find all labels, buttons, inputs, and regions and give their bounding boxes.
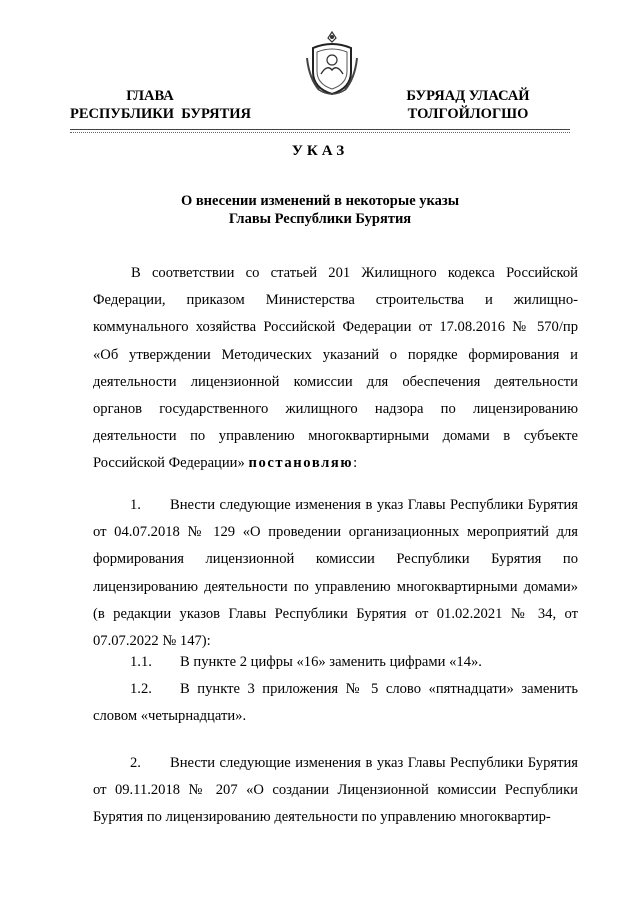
document-title-line2: Главы Республики Бурятия xyxy=(228,211,412,227)
item-number: 1.1. xyxy=(130,654,152,670)
item-1-2 xyxy=(93,676,578,730)
resolve-word: постановляю xyxy=(248,455,354,472)
header-divider xyxy=(70,129,570,130)
header-divider-dotted xyxy=(70,132,570,133)
document-title-line1: О внесении изменений в некоторые указы xyxy=(180,193,460,209)
item-number: 1. xyxy=(130,497,141,513)
header-right-line1: БУРЯАД УЛАСАЙ xyxy=(406,88,530,104)
item-2 xyxy=(93,750,578,832)
item-text: Внести следующие изменения в указ Главы Республики Бурятия от 04.07.2018 № 129 «О проведении организационных мероприятий для формирования лицензионной комиссии Республики Бурятия по лицензированию деятельности по управлению многоквартирными домами» (в редакции указов Главы Республики Бурятия от 01.02.2021 № 34, от 07.07.2022 № 147): xyxy=(93,497,578,650)
item-number: 1.2. xyxy=(130,681,152,697)
item-1 xyxy=(93,492,578,655)
header-right-line2: ТОЛГОЙЛОГШО xyxy=(407,106,529,122)
header-left-line2: РЕСПУБЛИКИ БУРЯТИЯ xyxy=(70,106,252,122)
item-text: В пункте 3 приложения № 5 слово «пятнадцати» заменить словом «четырнадцати». xyxy=(93,681,578,725)
header-left xyxy=(70,87,252,123)
header-right xyxy=(388,87,548,123)
preamble-paragraph xyxy=(93,260,578,478)
preamble-text: В соответствии со статьей 201 Жилищного кодекса Российской Федерации, приказом Министерства строительства и жилищно-коммунального хозяйства Российской Федерации от 17.08.2016 № 570/пр «Об утверждении Методических указаний о порядке формирования и деятельности лицензионной комиссии для обеспечения деятельности органов государственного жилищного надзора по лицензированию деятельности по управлению многоквартирными домами в субъекте Российской Федерации» xyxy=(93,265,578,472)
item-text: Внести следующие изменения в указ Главы Республики Бурятия от 09.11.2018 № 207 «О создании Лицензионной комиссии Республики Бурятия по лицензированию деятельности по управлению многоквартир- xyxy=(93,755,578,826)
item-1-1 xyxy=(93,649,578,676)
header-left-line1: ГЛАВА xyxy=(126,88,174,104)
document-title xyxy=(0,192,640,228)
decree-heading: УКАЗ xyxy=(291,143,349,159)
item-text: В пункте 2 цифры «16» заменить цифрами «14». xyxy=(180,654,482,670)
resolve-colon: : xyxy=(353,455,358,472)
item-number: 2. xyxy=(130,755,141,771)
coat-of-arms-icon xyxy=(303,28,361,100)
